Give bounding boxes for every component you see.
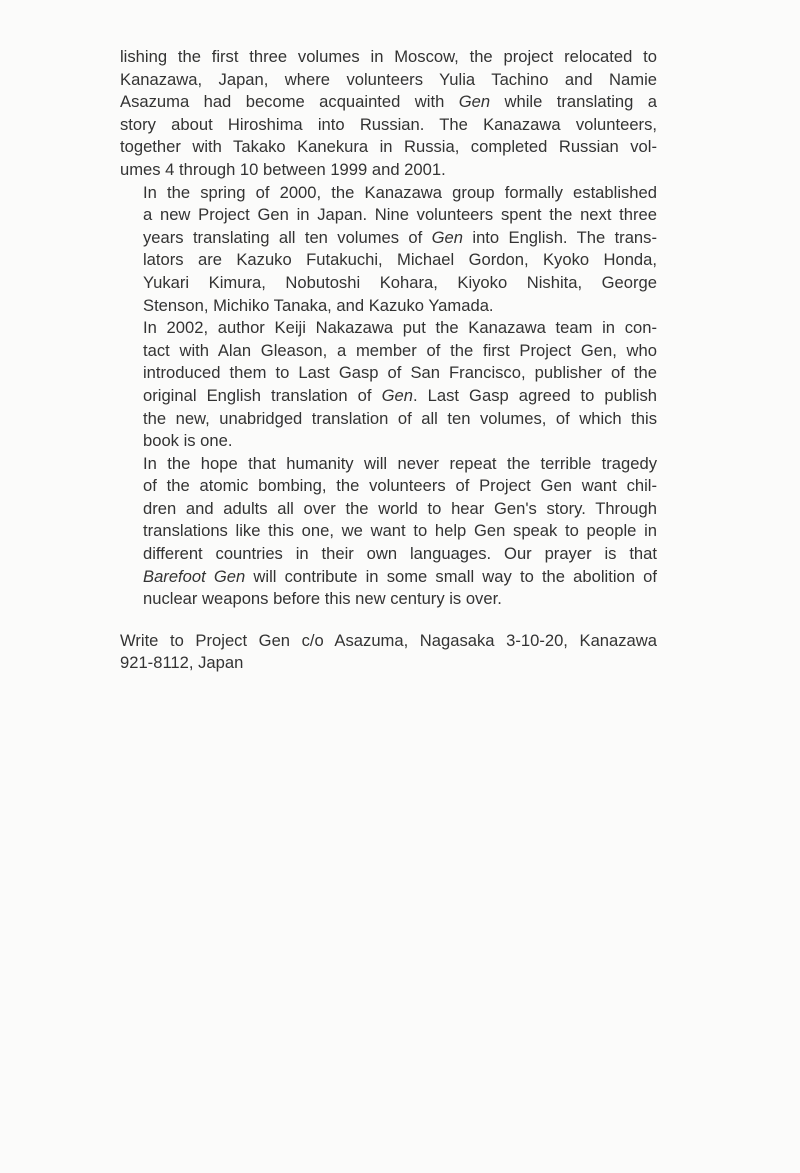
text-line: story about Hiroshima into Russian. The Kanazawa volunteers, [120,114,657,134]
italic-title: Gen [381,385,413,405]
paragraph-1 [120,46,657,182]
text-line: of the atomic bombing, the volunteers of Project Gen want chil- [143,476,657,496]
text-line: a new Project Gen in Japan. Nine volunteers spent the next three [143,205,657,225]
text-line [120,91,657,114]
text-line: In 2002, author Keiji Nakazawa put the Kanazawa team in con- [143,318,657,338]
text-line: 921-8112, Japan [120,653,244,673]
text-line: introduced them to Last Gasp of San Francisco, publisher of the [143,363,657,383]
text-line: lators are Kazuko Futakuchi, Michael Gordon, Kyoko Honda, [143,250,657,270]
text-line: lishing the first three volumes in Moscow, the project relocated to [120,47,657,66]
text-line: book is one. [143,431,233,451]
text-line: dren and adults all over the world to hear Gen's story. Through [143,498,657,518]
text-segment: into English. The trans- [463,227,657,247]
contact-address [120,630,657,675]
text-line: Stenson, Michiko Tanaka, and Kazuko Yamada. [143,295,494,315]
paragraph-2 [120,182,657,318]
text-line: In the spring of 2000, the Kanazawa group formally established [143,182,657,202]
text-line [120,566,657,589]
text-line: translations like this one, we want to help Gen speak to people in [143,521,657,541]
text-segment: will contribute in some small way to the abolition of [245,566,657,586]
text-line: the new, unabridged translation of all ten volumes, of which this [143,408,657,428]
paragraph-4 [120,453,657,611]
text-line: different countries in their own languages. Our prayer is that [143,544,657,564]
body-text [120,46,657,675]
text-line [120,385,657,408]
text-segment: original English translation of [143,385,382,405]
text-line: umes 4 through 10 between 1999 and 2001. [120,159,446,179]
text-line: tact with Alan Gleason, a member of the first Project Gen, who [143,340,657,360]
italic-title: Gen [431,227,464,247]
paragraph-3 [120,317,657,453]
text-line [120,227,657,250]
text-segment: while translating a [490,92,657,112]
text-line: Yukari Kimura, Nobutoshi Kohara, Kiyoko Nishita, George [143,272,657,292]
text-segment: years translating all ten volumes of [143,227,432,247]
italic-title: Barefoot Gen [143,566,246,586]
text-line: In the hope that humanity will never repeat the terrible tragedy [143,453,657,473]
text-segment: . Last Gasp agreed to publish [412,385,657,405]
text-line: Kanazawa, Japan, where volunteers Yulia Tachino and Namie [120,69,657,89]
text-line: Write to Project Gen c/o Asazuma, Nagasaka 3-10-20, Kanazawa [120,630,657,650]
text-line: together with Takako Kanekura in Russia, completed Russian vol- [120,137,657,157]
italic-title: Gen [458,92,491,112]
text-line: nuclear weapons before this new century is over. [143,589,502,609]
text-segment: Asazuma had become acquainted with [120,92,459,112]
